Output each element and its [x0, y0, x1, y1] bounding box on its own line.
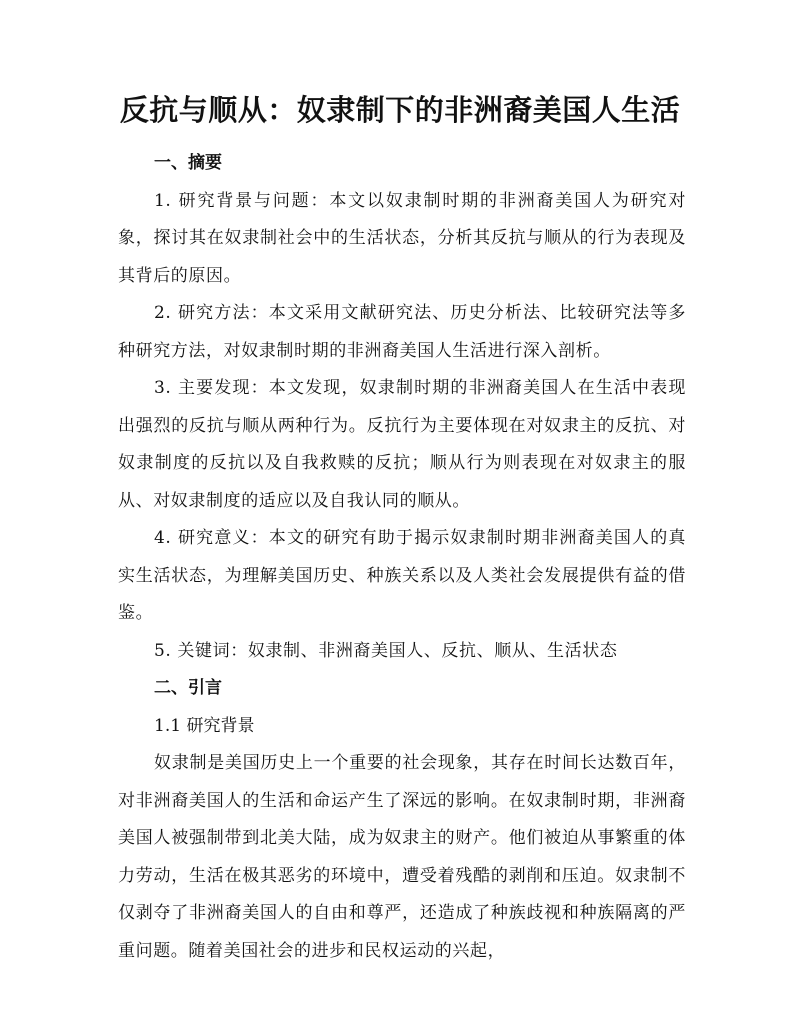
abstract-item-significance: 4. 研究意义：本文的研究有助于揭示奴隶制时期非洲裔美国人的真实生活状态，为理解美国历史、种族关系以及人类社会发展提供有益的借鉴。: [118, 528, 686, 623]
abstract-item-methods: 2. 研究方法：本文采用文献研究法、历史分析法、比较研究法等多种研究方法，对奴隶制时期的非洲裔美国人生活进行深入剖析。: [118, 303, 686, 361]
abstract-item-keywords: 5. 关键词：奴隶制、非洲裔美国人、反抗、顺从、生活状态: [154, 640, 618, 661]
subsection-heading-background: 1.1 研究背景: [154, 715, 255, 736]
document-body: [118, 145, 686, 970]
introduction-paragraph: 奴隶制是美国历史上一个重要的社会现象，其存在时间长达数百年，对非洲裔美国人的生活和命运产生了深远的影响。在奴隶制时期，非洲裔美国人被强制带到北美大陆，成为奴隶主的财产。他们被迫从事繁重的体力劳动，生活在极其恶劣的环境中，遭受着残酷的剥削和压迫。奴隶制不仅剥夺了非洲裔美国人的自由和尊严，还造成了种族歧视和种族隔离的严重问题。随着美国社会的进步和民权运动的兴起，: [118, 753, 686, 961]
section-heading-abstract: 一、摘要: [154, 153, 222, 173]
section-heading-introduction: 二、引言: [154, 678, 222, 698]
document-title: 反抗与顺从：奴隶制下的非洲裔美国人生活: [119, 93, 681, 127]
abstract-item-findings: 3. 主要发现：本文发现，奴隶制时期的非洲裔美国人在生活中表现出强烈的反抗与顺从两种行为。反抗行为主要体现在对奴隶主的反抗、对奴隶制度的反抗以及自我救赎的反抗；顺从行为则表现在对奴隶主的服从、对奴隶制度的适应以及自我认同的顺从。: [118, 378, 686, 511]
abstract-item-background: 1. 研究背景与问题：本文以奴隶制时期的非洲裔美国人为研究对象，探讨其在奴隶制社会中的生活状态，分析其反抗与顺从的行为表现及其背后的原因。: [118, 190, 686, 286]
